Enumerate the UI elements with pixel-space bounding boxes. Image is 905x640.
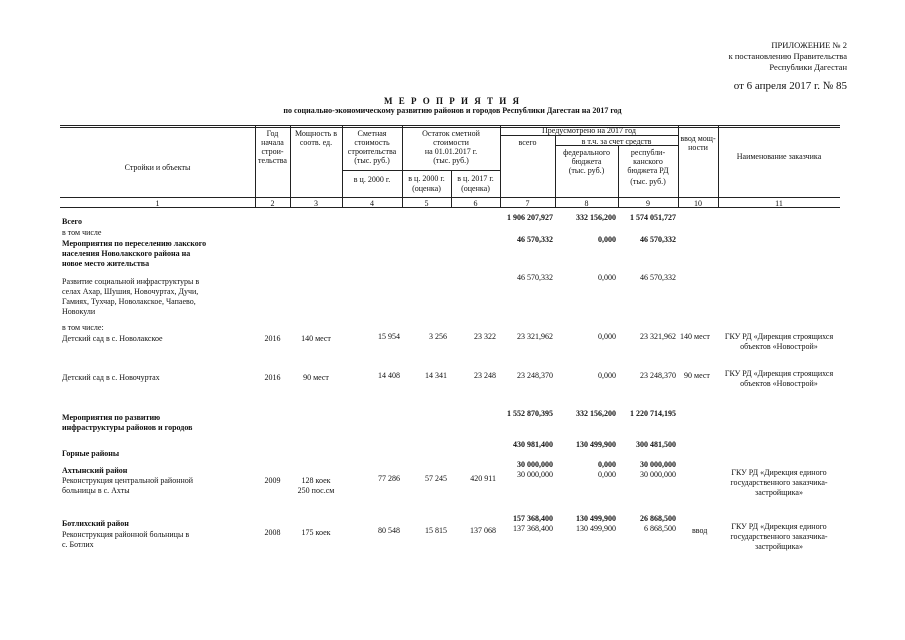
row-botlikh-year: 2008 [264, 528, 281, 537]
header-objects: Стройки и объекты [124, 163, 191, 172]
header-capacity: соотв. ед. [299, 138, 333, 147]
row-botlikh-customer: государственного заказчика- [730, 532, 828, 541]
row-botlikh-object-republic: 6 868,500 [644, 524, 676, 533]
row-botlikh-capacity: 175 коек [301, 528, 331, 537]
header-federal: федерального [563, 148, 610, 157]
appendix-line-2: к постановлению Правительства [728, 51, 847, 61]
row-akhty-capacity: 250 пос.см [297, 486, 335, 495]
row-kindergarten-2-capacity: 90 мест [303, 373, 329, 382]
row-kindergarten-1-customer: ГКУ РД «Дирекция строящихся [724, 332, 834, 341]
row-social-federal: 0,000 [598, 273, 616, 282]
row-kindergarten-2-customer: объектов «Новострой» [740, 379, 818, 388]
row-botlikh-federal: 130 499,900 [576, 514, 616, 523]
header-estimate-price: в ц. 2000 г. [353, 175, 391, 184]
row-kindergarten-1-sum: 23 321,962 [517, 332, 553, 341]
row-akhty-object-federal: 0,000 [598, 470, 616, 479]
row-botlikh-customer: застройщика» [755, 542, 803, 551]
row-resettle-title: Мероприятия по переселению лакского [62, 239, 207, 248]
row-mountain-sum: 430 981,400 [513, 440, 553, 449]
row-botlikh-estimate: 80 548 [378, 526, 400, 535]
col-number: 2 [270, 199, 275, 208]
header-incl: в т.ч. за счет средств [581, 137, 652, 146]
row-kindergarten-1-year: 2016 [264, 334, 281, 343]
col-number: 3 [314, 199, 318, 208]
row-kindergarten-2-estimate: 14 408 [378, 371, 400, 380]
row-botlikh-object: Реконструкция районной больницы в [62, 530, 190, 539]
row-mountain-republic: 300 481,500 [636, 440, 676, 449]
row-resettle-title: новое место жительства [62, 259, 150, 268]
row-akhty-estimate: 77 286 [378, 474, 400, 483]
row-akhty-republic: 30 000,000 [640, 460, 676, 469]
col-number: 8 [584, 199, 589, 208]
header-commission: ввод мощ- [680, 134, 716, 143]
row-incl2-label: в том числе: [62, 323, 104, 332]
row-kindergarten-1-remain2000: 3 256 [429, 332, 447, 341]
header-remain: Остаток сметной [422, 129, 480, 138]
row-botlikh-republic: 26 868,500 [640, 514, 676, 523]
row-botlikh-object-federal: 130 499,900 [576, 524, 616, 533]
header-customer: Наименование заказчика [736, 152, 822, 161]
header-planned: Предусмотрено на 2017 год [542, 126, 636, 135]
col-number: 4 [370, 199, 374, 208]
row-akhty-remain2000: 57 245 [425, 474, 447, 483]
row-botlikh-object-sum: 137 368,400 [513, 524, 553, 533]
header-republic: канского [633, 157, 663, 166]
row-akhty-sum: 30 000,000 [517, 460, 553, 469]
header-commission: ности [688, 143, 708, 152]
row-infra-federal: 332 156,200 [576, 409, 616, 418]
row-akhty-object: Реконструкция центральной районной [62, 476, 194, 485]
document-subtitle: по социально-экономическому развитию районов и городов Республики Дагестан на 2017 год [283, 106, 622, 115]
row-akhty-label: Ахтынский район [62, 466, 128, 475]
row-kindergarten-2-remain2000: 14 341 [425, 371, 447, 380]
row-botlikh-label: Ботлихский район [62, 519, 129, 528]
row-infra-title: инфраструктуры районов и городов [62, 423, 193, 432]
col-number: 7 [525, 199, 530, 208]
row-kindergarten-2-year: 2016 [264, 373, 281, 382]
row-akhty-customer: застройщика» [755, 488, 803, 497]
row-kindergarten-2: Детский сад в с. Новочуртах [62, 373, 160, 382]
row-kindergarten-1-remain2017: 23 322 [474, 332, 496, 341]
row-akhty-object-sum: 30 000,000 [517, 470, 553, 479]
col-number: 10 [694, 199, 702, 208]
col-number: 5 [424, 199, 429, 208]
row-akhty-object: больницы в с. Ахты [62, 486, 130, 495]
header-remain: на 01.01.2017 г. [424, 147, 478, 156]
row-mountain-federal: 130 499,900 [576, 440, 616, 449]
row-kindergarten-1-commission: 140 мест [680, 332, 710, 341]
row-resettle-republic: 46 570,332 [640, 235, 676, 244]
header-estimate: Сметная [357, 129, 387, 138]
header-year: Год [266, 129, 279, 138]
row-social-title: Новокули [62, 307, 96, 316]
row-botlikh-customer: ГКУ РД «Дирекция единого [731, 522, 827, 531]
row-kindergarten-1-customer: объектов «Новострой» [740, 342, 818, 351]
row-kindergarten-1-estimate: 15 954 [378, 332, 400, 341]
appendix-line-3: Республики Дагестан [769, 62, 847, 72]
header-remain-2000: (оценка) [412, 184, 441, 193]
row-kindergarten-2-federal: 0,000 [598, 371, 616, 380]
header-remain-2017: (оценка) [461, 184, 490, 193]
header-remain-2017: в ц. 2017 г. [457, 174, 494, 183]
row-kindergarten-2-commission: 90 мест [684, 371, 710, 380]
row-infra-sum: 1 552 870,395 [507, 409, 553, 418]
header-estimate: строительства [347, 147, 397, 156]
header-remain: стоимости [433, 138, 469, 147]
row-total-republic: 1 574 051,727 [630, 213, 676, 222]
row-total-sum: 1 906 207,927 [507, 213, 553, 222]
appendix-date: от 6 апреля 2017 г. № 85 [733, 80, 847, 92]
header-year: строи- [261, 147, 284, 156]
document-title: М Е Р О П Р И Я Т И Я [384, 96, 521, 106]
header-year: тельства [258, 156, 287, 165]
row-akhty-object-republic: 30 000,000 [640, 470, 676, 479]
row-resettle-title: населения Новолакского района на [62, 249, 191, 258]
header-remain-2000: в ц. 2000 г. [408, 174, 445, 183]
row-botlikh-remain2000: 15 815 [425, 526, 447, 535]
row-kindergarten-2-sum: 23 248,370 [517, 371, 553, 380]
row-akhty-federal: 0,000 [598, 460, 616, 469]
row-akhty-capacity: 128 коек [301, 476, 331, 485]
col-number: 6 [473, 199, 478, 208]
header-republic: бюджета РД [627, 166, 669, 175]
row-social-republic: 46 570,332 [640, 273, 676, 282]
row-botlikh-sum: 157 368,400 [513, 514, 553, 523]
row-total-federal: 332 156,200 [576, 213, 616, 222]
row-social-title: селах Ахар, Шушия, Новочуртах, Дучи, [62, 287, 199, 296]
row-botlikh-object: с. Ботлих [62, 540, 94, 549]
header-federal: (тыс. руб.) [568, 166, 605, 175]
header-federal: бюджета [571, 157, 602, 166]
row-incl-label: в том числе [62, 228, 102, 237]
row-social-title: Развитие социальной инфраструктуры в [62, 277, 200, 286]
row-resettle-federal: 0,000 [598, 235, 616, 244]
row-kindergarten-1-republic: 23 321,962 [640, 332, 676, 341]
header-remain: (тыс. руб.) [433, 156, 469, 165]
row-kindergarten-2-republic: 23 248,370 [640, 371, 676, 380]
row-akhty-year: 2009 [264, 476, 281, 485]
row-akhty-customer: ГКУ РД «Дирекция единого [731, 468, 827, 477]
col-number: 9 [646, 199, 650, 208]
row-social-title: Гамиях, Тухчар, Новолакское, Чапаево, [62, 297, 196, 306]
header-year: начала [261, 138, 284, 147]
row-kindergarten-1-federal: 0,000 [598, 332, 616, 341]
appendix-line-1: ПРИЛОЖЕНИЕ № 2 [771, 40, 847, 50]
row-total-label: Всего [62, 217, 82, 226]
header-republic: (тыс. руб.) [630, 177, 666, 186]
row-kindergarten-2-customer: ГКУ РД «Дирекция строящихся [724, 369, 834, 378]
header-capacity: Мощность в [294, 129, 338, 138]
row-infra-title: Мероприятия по развитию [62, 413, 161, 422]
header-total: всего [518, 138, 537, 147]
header-estimate: (тыс. руб.) [354, 156, 390, 165]
row-kindergarten-1: Детский сад в с. Новолакское [62, 334, 163, 343]
row-botlikh-commission: ввод [692, 526, 708, 535]
row-botlikh-remain2017: 137 068 [470, 526, 496, 535]
row-akhty-customer: государственного заказчика- [730, 478, 828, 487]
header-estimate: стоимость [354, 138, 390, 147]
row-akhty-remain2017: 420 911 [470, 474, 496, 483]
header-republic: республи- [630, 148, 666, 157]
row-mountain-label: Горные районы [62, 449, 120, 458]
col-number: 11 [775, 199, 783, 208]
row-kindergarten-2-remain2017: 23 248 [474, 371, 496, 380]
col-number: 1 [155, 199, 160, 208]
row-infra-republic: 1 220 714,195 [630, 409, 676, 418]
row-social-sum: 46 570,332 [517, 273, 553, 282]
row-resettle-sum: 46 570,332 [517, 235, 553, 244]
row-kindergarten-1-capacity: 140 мест [301, 334, 331, 343]
